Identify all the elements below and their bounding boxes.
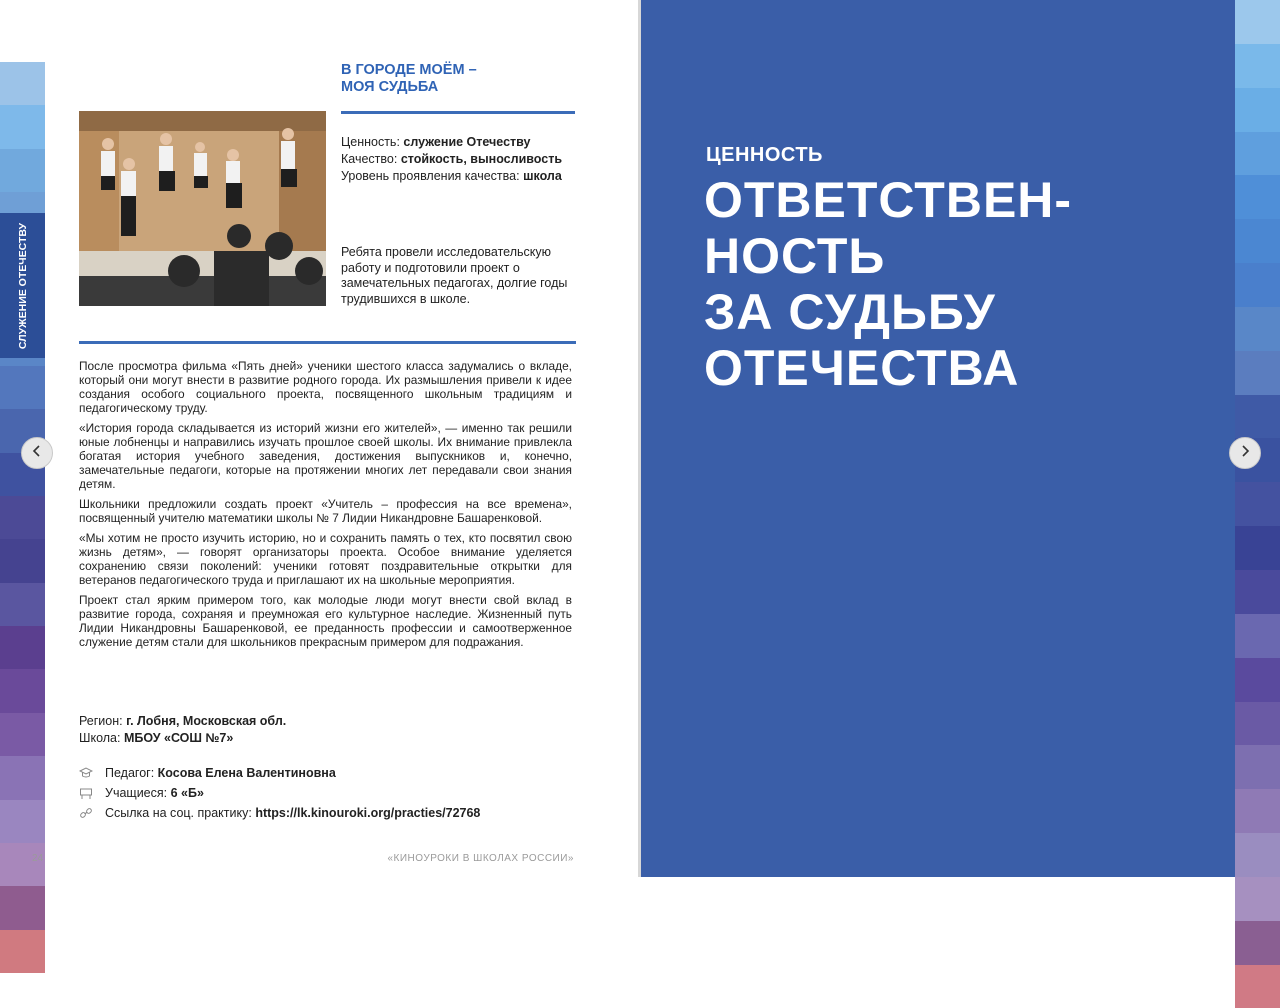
left-strip-swatch — [0, 583, 45, 626]
meta-value-row — [341, 134, 591, 151]
right-strip-swatch — [1235, 482, 1280, 526]
left-strip-swatch — [0, 539, 45, 582]
teacher-row — [79, 763, 480, 783]
region-row — [79, 713, 286, 730]
region-value: г. Лобня, Московская обл. — [126, 714, 287, 728]
meta-value-label: Ценность: — [341, 135, 400, 149]
right-strip-swatch — [1235, 614, 1280, 658]
right-strip-swatch — [1235, 219, 1280, 263]
right-strip-swatch — [1235, 263, 1280, 307]
right-strip-swatch — [1235, 88, 1280, 132]
section-title — [341, 62, 581, 96]
article-body — [79, 359, 572, 655]
prev-page-button[interactable] — [21, 437, 53, 469]
right-strip-swatch — [1235, 44, 1280, 88]
school-row — [79, 730, 286, 747]
article-paragraph: «Мы хотим не просто изучить историю, но и сохранить память о тех, кто посвятил свою жизнь детям», — говорят организаторы проекта. Особое внимание уделяется сохранению связи поколений: ученики готовят поздравительные открытки для ветеранов педагогического труда и приглашают их на школьные мероприятия. — [79, 531, 572, 587]
chevron-left-icon — [31, 444, 43, 462]
right-strip-swatch — [1235, 877, 1280, 921]
school-desk-icon — [79, 786, 93, 800]
graduation-cap-icon — [79, 766, 93, 780]
right-strip-swatch — [1235, 921, 1280, 965]
article-paragraph: После просмотра фильма «Пять дней» ученики шестого класса задумались о вкладе, который они могут внести в развитие родного города. Их размышления привели к идее создания особого социального проекта, посвященного школьным традициям и педагогическому труду. — [79, 359, 572, 415]
right-strip-swatch — [1235, 132, 1280, 176]
right-strip-swatch — [1235, 702, 1280, 746]
meta-level: школа — [523, 169, 562, 183]
region-block — [79, 713, 286, 746]
right-strip-swatch — [1235, 658, 1280, 702]
meta-value: служение Отечеству — [403, 135, 531, 149]
left-strip-swatch — [0, 756, 45, 799]
left-strip-swatch — [0, 62, 45, 105]
value-title-line: НОСТЬ — [704, 228, 886, 284]
footer-title: «КИНОУРОКИ В ШКОЛАХ РОССИИ» — [387, 853, 574, 864]
students-value: 6 «Б» — [170, 786, 204, 800]
left-strip-swatch — [0, 496, 45, 539]
side-tab-label: СЛУЖЕНИЕ ОТЕЧЕСТВУ — [16, 222, 29, 349]
section-title-line1: В ГОРОДЕ МОЁМ – — [341, 62, 477, 78]
body-divider — [79, 341, 576, 344]
left-strip-swatch — [0, 626, 45, 669]
left-strip-swatch — [0, 713, 45, 756]
right-strip-swatch — [1235, 307, 1280, 351]
article-paragraph: Проект стал ярким примером того, как молодые люди могут внести свой вклад в развитие города, сохраняя и преумножая его культурное наследие. Жизненный путь Лидии Никандровны Башаренковой, ее преданность профессии и самоотверженное служение детям стали для школьников прекрасным примером для подражания. — [79, 593, 572, 649]
value-title-line: ЗА СУДЬБУ — [704, 284, 996, 340]
article-paragraph: «История города складывается из историй жизни его жителей», — именно так решили юные лобненцы и направились изучать прошлое своей школы. Их внимание привлекла богатая история учебного заведения, достижения выпускников и, конечно, замечательные педагоги, которые на протяжении многих лет передавали свои знания детям. — [79, 421, 572, 491]
link-row — [79, 803, 480, 823]
value-title-line: ОТЕЧЕСТВА — [704, 340, 1020, 396]
right-strip-swatch — [1235, 833, 1280, 877]
teacher-label: Педагог: — [105, 766, 155, 780]
students-label: Учащиеся: — [105, 786, 168, 800]
link-label: Ссылка на соц. практику: — [105, 806, 252, 820]
meta-level-label: Уровень проявления качества: — [341, 169, 520, 183]
value-title-line: ОТВЕТСТВЕН- — [704, 172, 1073, 228]
right-page — [641, 0, 1235, 877]
right-strip-swatch — [1235, 745, 1280, 789]
left-strip-swatch — [0, 105, 45, 148]
left-strip-swatch — [0, 366, 45, 409]
value-title — [704, 172, 1224, 396]
left-page — [0, 0, 638, 877]
left-strip-swatch — [0, 149, 45, 192]
meta-quality-label: Качество: — [341, 152, 398, 166]
left-strip-swatch — [0, 886, 45, 929]
left-strip-swatch — [0, 800, 45, 843]
left-strip-swatch — [0, 669, 45, 712]
right-strip-swatch — [1235, 965, 1280, 1008]
school-value: МБОУ «СОШ №7» — [123, 730, 234, 745]
region-label: Регион: — [79, 714, 123, 728]
right-strip-swatch — [1235, 351, 1280, 395]
teacher-name: Косова Елена Валентиновна — [157, 766, 336, 780]
right-strip-swatch — [1235, 789, 1280, 833]
meta-quality-row — [341, 151, 591, 168]
next-page-button[interactable] — [1229, 437, 1261, 469]
meta-level-row — [341, 168, 591, 185]
section-title-line2: МОЯ СУДЬБА — [341, 79, 439, 95]
students-row — [79, 783, 480, 803]
right-strip-swatch — [1235, 395, 1280, 439]
project-photo — [79, 111, 326, 306]
article-paragraph: Школьники предложили создать проект «Учитель – профессия на все времена», посвященный учителю математики школы № 7 Лидии Никандровне Башаренковой. — [79, 497, 572, 525]
value-label: ЦЕННОСТЬ — [706, 144, 823, 166]
right-strip-swatch — [1235, 175, 1280, 219]
project-intro: Ребята провели исследовательскую работу и подготовили проект о замечательных педагогах, долгие годы трудившихся в школе. — [341, 245, 568, 306]
school-label: Школа: — [79, 730, 121, 745]
section-divider — [341, 111, 575, 114]
right-strip-swatch — [1235, 570, 1280, 614]
link-icon — [79, 806, 93, 820]
side-tab — [0, 213, 45, 358]
right-strip-swatch — [1235, 526, 1280, 570]
page-number: 24 — [32, 853, 44, 864]
left-strip-swatch — [0, 843, 45, 886]
right-strip-swatch — [1235, 0, 1280, 44]
project-meta — [341, 134, 591, 185]
participants-block — [79, 763, 480, 823]
practice-link[interactable]: https://lk.kinouroki.org/practies/72768 — [255, 806, 481, 820]
chevron-right-icon — [1239, 444, 1251, 462]
left-strip-swatch — [0, 930, 45, 973]
meta-quality: стойкость, выносливость — [400, 152, 563, 166]
